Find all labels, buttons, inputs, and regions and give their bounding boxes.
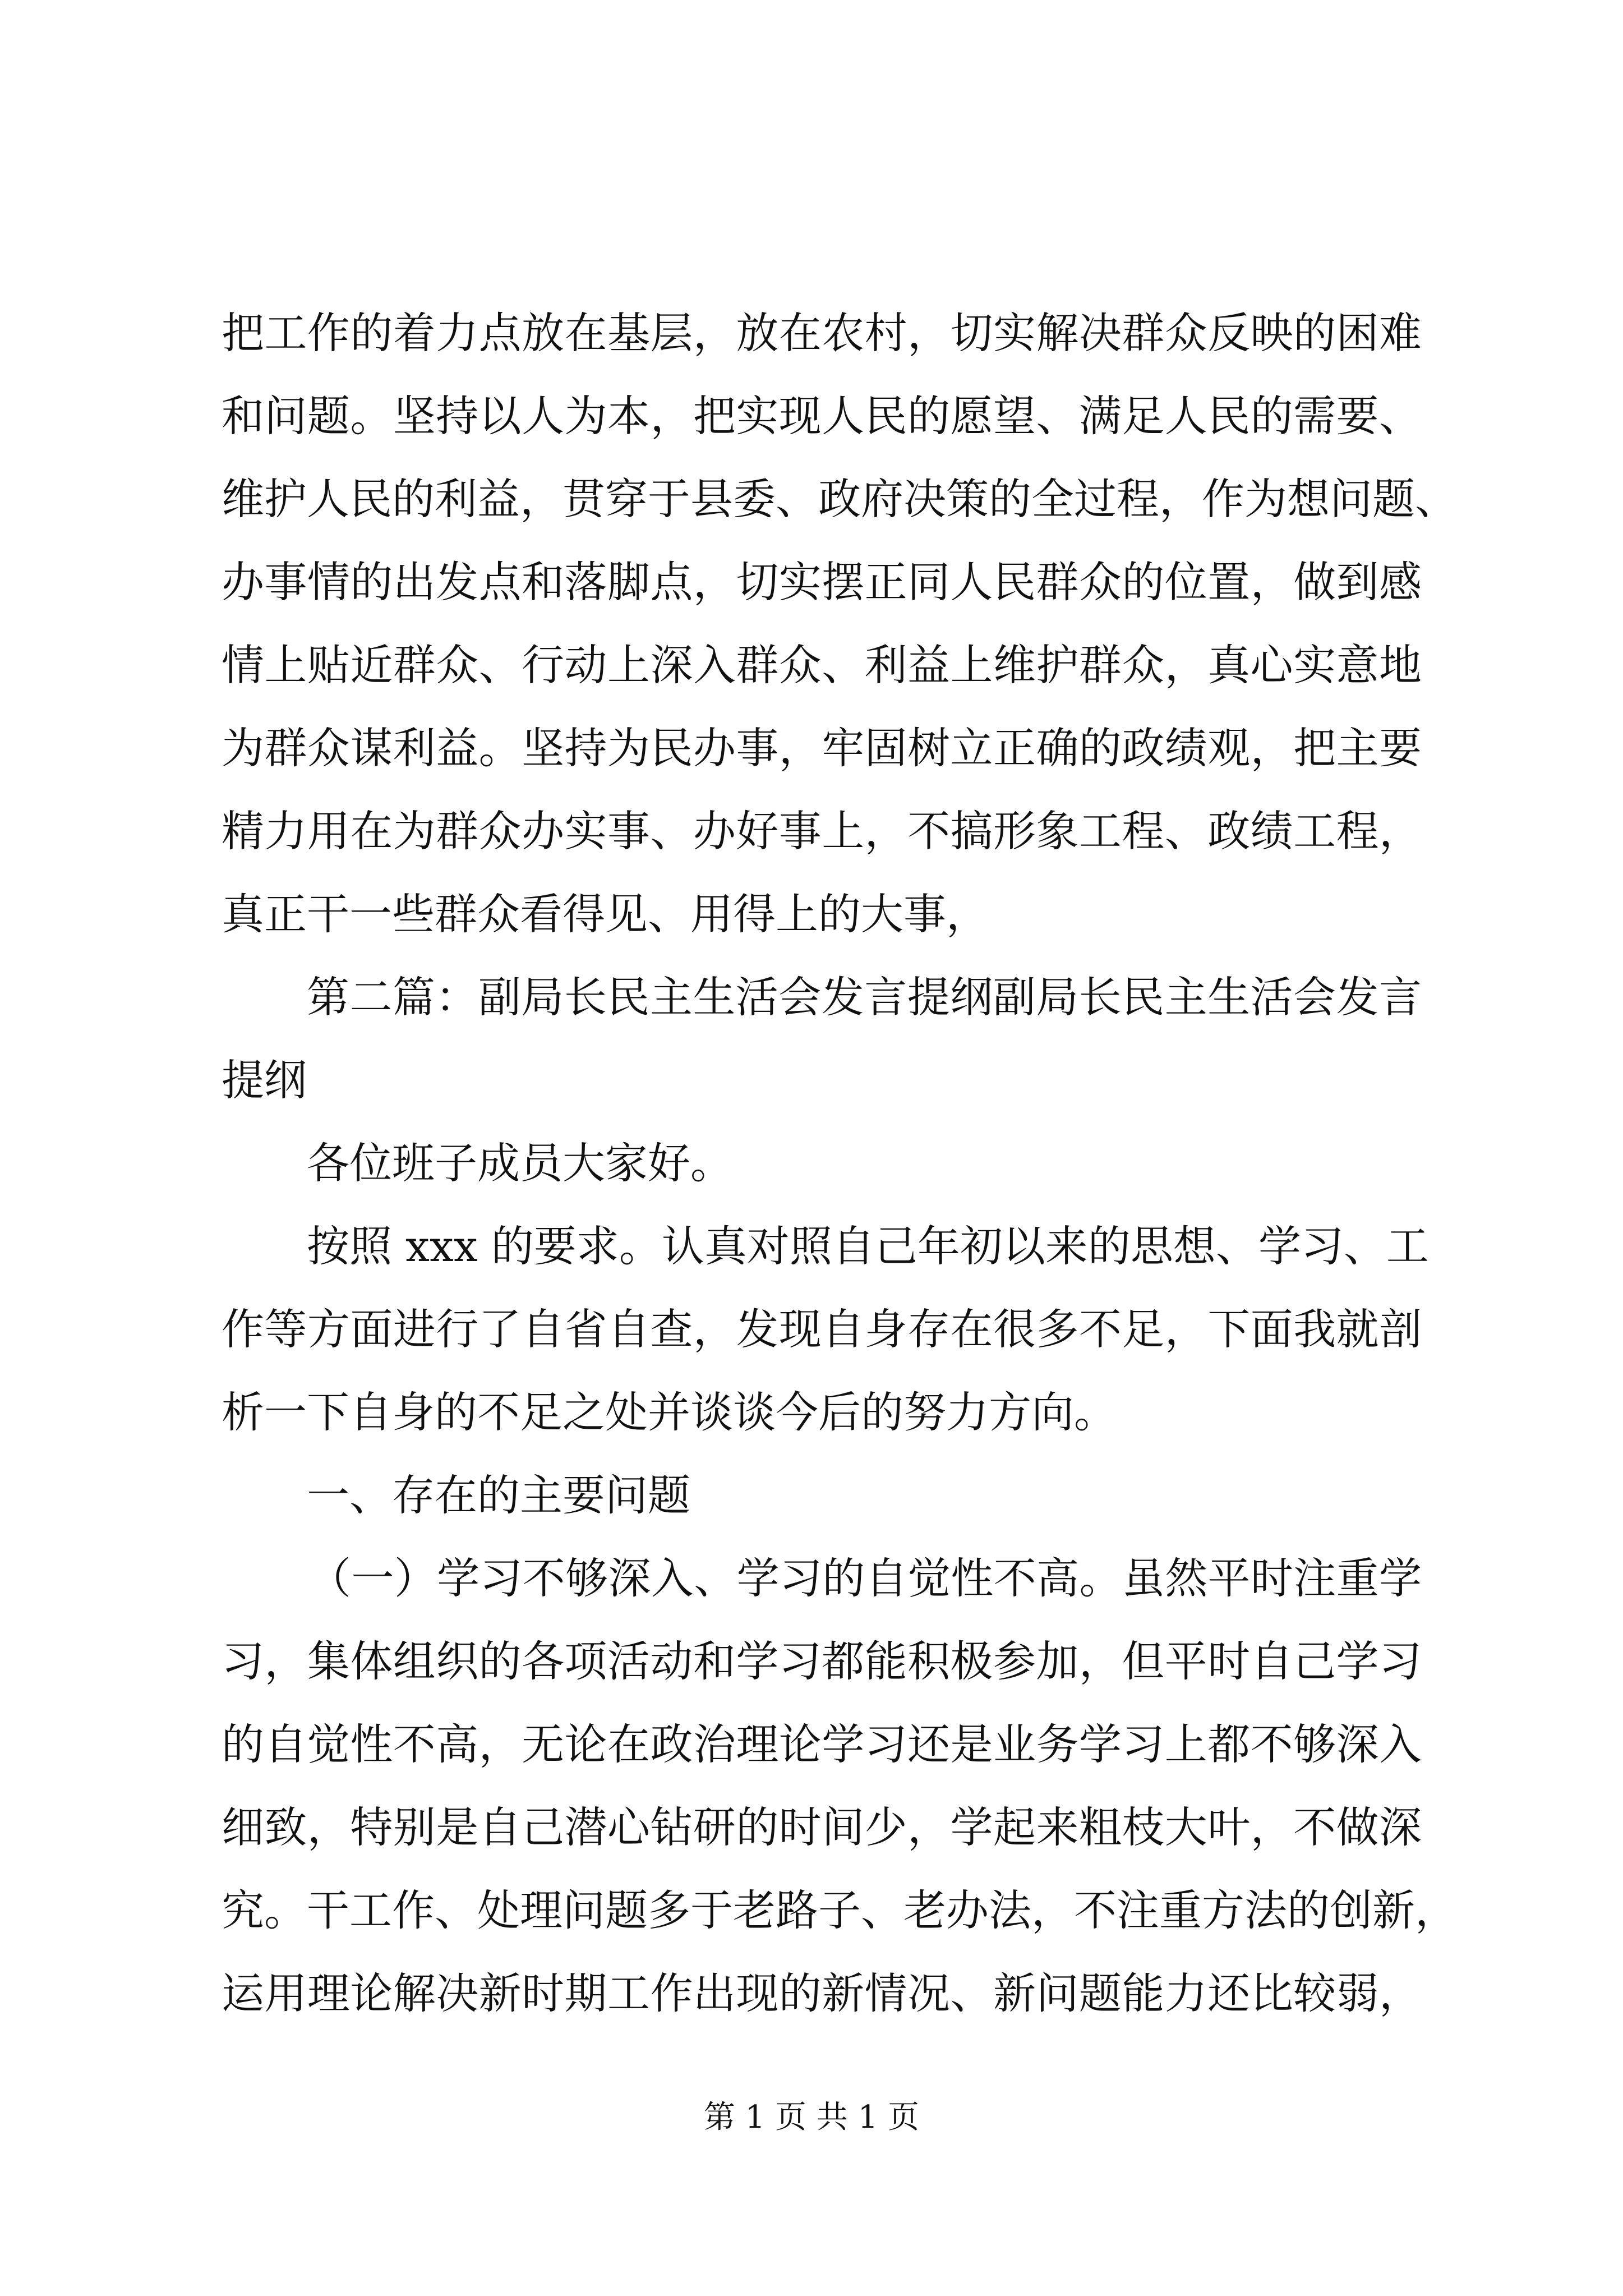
body-line: 真正干一些群众看得见、用得上的大事， [222,889,989,939]
body-line: 精力用在为群众办实事、办好事上，不搞形象工程、政绩工程， [222,806,1422,856]
body-line: 按照 xxx 的要求。认真对照自己年初以来的思想、学习、工 [307,1221,1429,1271]
body-line: （一）学习不够深入、学习的自觉性不高。虽然平时注重学 [308,1553,1422,1603]
body-line: 的自觉性不高，无论在政治理论学习还是业务学习上都不够深入 [222,1719,1422,1769]
subheading-line: 一、存在的主要问题 [307,1470,690,1520]
body-line: 情上贴近群众、行动上深入群众、利益上维护群众，真心实意地 [222,640,1422,690]
body-line: 作等方面进行了自省自查，发现自身存在很多不足，下面我就剖 [222,1304,1422,1354]
body-line: 细致，特别是自己潜心钻研的时间少，学起来粗枝大叶，不做深 [222,1802,1422,1852]
page-number-footer: 第 1 页 共 1 页 [703,2099,920,2136]
body-line: 运用理论解决新时期工作出现的新情况、新问题能力还比较弱， [222,1968,1422,2018]
section-heading-line: 提纲 [222,1055,307,1105]
body-line: 习，集体组织的各项活动和学习都能积极参加，但平时自己学习 [222,1636,1422,1686]
body-line: 析一下自身的不足之处并谈谈今后的努力方向。 [222,1387,1117,1437]
body-line: 办事情的出发点和落脚点，切实摆正同人民群众的位置，做到感 [222,557,1422,607]
greeting-line: 各位班子成员大家好。 [307,1138,733,1188]
body-line: 究。干工作、处理问题多于老路子、老办法，不注重方法的创新， [222,1885,1458,1935]
body-line: 为群众谋利益。坚持为民办事，牢固树立正确的政绩观，把主要 [222,723,1422,773]
body-line: 把工作的着力点放在基层，放在农村，切实解决群众反映的困难 [222,308,1422,358]
body-line: 和问题。坚持以人为本，把实现人民的愿望、满足人民的需要、 [222,391,1422,441]
section-heading-line: 第二篇：副局长民主生活会发言提纲副局长民主生活会发言 [307,972,1422,1022]
document-body [222,292,1458,2035]
body-line: 维护人民的利益，贯穿于县委、政府决策的全过程，作为想问题、 [222,474,1458,524]
